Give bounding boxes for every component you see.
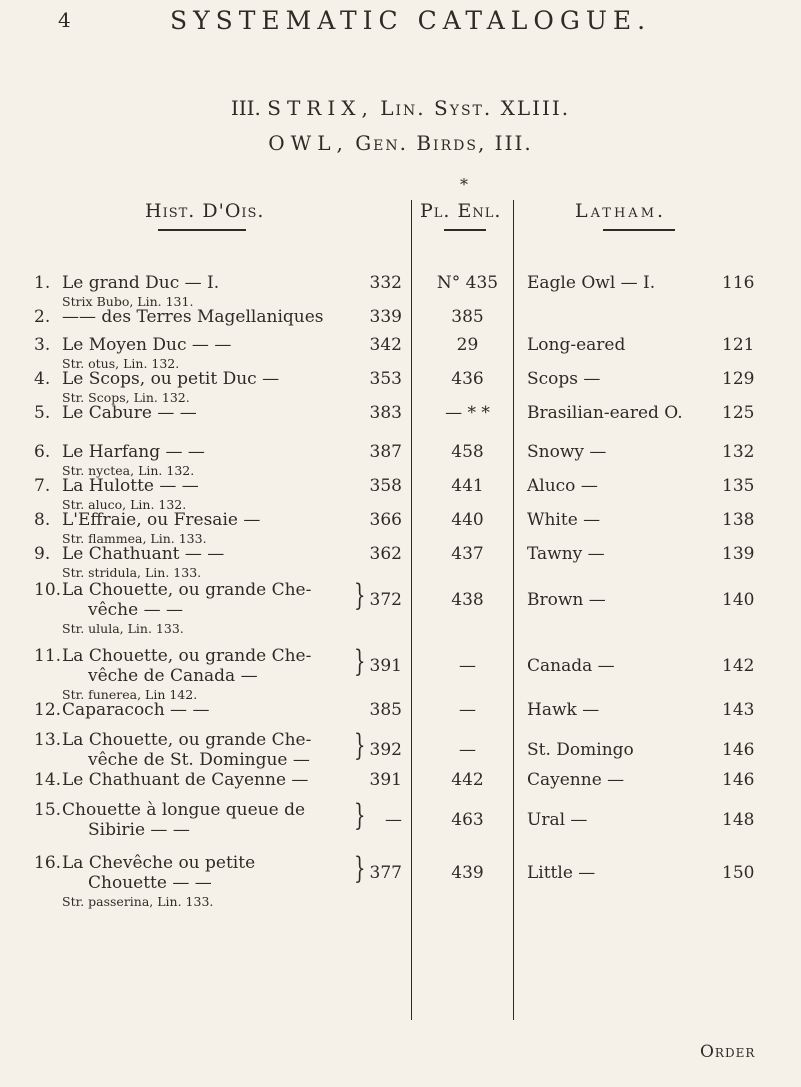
bird-name: La Chevêche ou petite — [62, 853, 256, 873]
pl-enl-number: 440 — [451, 510, 484, 530]
latham-page: 143 — [722, 700, 755, 720]
pl-enl-number: 385 — [451, 307, 484, 327]
hist-ois-page: 385 — [369, 700, 402, 720]
latham-name: Brasilian-eared O. — [527, 403, 683, 423]
column-divider-right — [513, 200, 514, 1020]
latham-name: Snowy — — [527, 442, 607, 462]
latham-page: 139 — [722, 544, 755, 564]
pl-enl-number: 439 — [451, 863, 484, 883]
linnaean-reference: Strix Bubo, Lin. 131. — [62, 294, 194, 309]
pl-enl-number: 458 — [451, 442, 484, 462]
hist-ois-page: 377 — [369, 863, 402, 883]
bird-name-continued: Sibirie — — — [88, 820, 190, 840]
row-number: 5. — [34, 403, 51, 423]
row-number: 6. — [34, 442, 51, 462]
bird-name-continued: vêche — — — [88, 600, 184, 620]
latham-name: Hawk — — [527, 700, 600, 720]
section-genus: STRIX, — [267, 96, 374, 120]
bird-name: Caparacoch — — — [62, 700, 210, 720]
linnaean-reference: Str. nyctea, Lin. 132. — [62, 463, 195, 478]
latham-page: 135 — [722, 476, 755, 496]
row-number: 1. — [34, 273, 51, 293]
row-number: 15. — [34, 800, 62, 820]
latham-name: Cayenne — — [527, 770, 625, 790]
row-number: 8. — [34, 510, 51, 530]
latham-page: 148 — [722, 810, 755, 830]
bird-name: La Chouette, ou grande Che- — [62, 730, 312, 750]
section-title — [0, 96, 801, 120]
ornament-asterisk: * — [460, 175, 468, 194]
page-number: 4 — [58, 8, 71, 32]
linnaean-reference: Str. funerea, Lin 142. — [62, 687, 198, 702]
linnaean-reference: Str. stridula, Lin. 133. — [62, 565, 202, 580]
latham-name: Canada — — [527, 656, 615, 676]
latham-name: White — — [527, 510, 601, 530]
latham-page: 146 — [722, 770, 755, 790]
row-number: 16. — [34, 853, 62, 873]
pl-enl-number: 441 — [451, 476, 484, 496]
latham-page: 140 — [722, 590, 755, 610]
brace: } — [354, 578, 366, 613]
pl-enl-number: — * * — [445, 403, 490, 423]
bird-name: La Chouette, ou grande Che- — [62, 646, 312, 666]
latham-name: Tawny — — [527, 544, 605, 564]
hist-ois-page: 353 — [369, 369, 402, 389]
pl-enl-number: — — [459, 656, 476, 676]
header-rule-hist — [158, 229, 246, 231]
pl-enl-number: 29 — [456, 335, 479, 355]
hist-ois-page: 391 — [369, 770, 402, 790]
latham-name: Long-eared — [527, 335, 626, 355]
brace: } — [354, 851, 366, 886]
header-rule-pl — [444, 229, 486, 231]
hist-ois-page: 358 — [369, 476, 402, 496]
pl-enl-number: 438 — [451, 590, 484, 610]
running-head: SYSTEMATIC CATALOGUE. — [170, 6, 652, 35]
latham-name: Ural — — [527, 810, 588, 830]
latham-page: 129 — [722, 369, 755, 389]
column-header-hist: Hist. D'Ois. — [145, 200, 265, 222]
hist-ois-page: 339 — [369, 307, 402, 327]
hist-ois-page: 342 — [369, 335, 402, 355]
linnaean-reference: Str. otus, Lin. 132. — [62, 356, 180, 371]
hist-ois-page: 383 — [369, 403, 402, 423]
hist-ois-page: 366 — [369, 510, 402, 530]
catchword: Order — [700, 1042, 756, 1062]
latham-page: 121 — [722, 335, 755, 355]
row-number: 11. — [34, 646, 62, 666]
hist-ois-page: 332 — [369, 273, 402, 293]
row-number: 14. — [34, 770, 62, 790]
hist-ois-page: 387 — [369, 442, 402, 462]
latham-name: Little — — [527, 863, 596, 883]
header-rule-latham — [603, 229, 675, 231]
bird-name: Chouette à longue queue de — [62, 800, 306, 820]
row-number: 13. — [34, 730, 62, 750]
latham-page: 132 — [722, 442, 755, 462]
pl-enl-number: 437 — [451, 544, 484, 564]
section-birds-ref: Gen. Birds, III. — [355, 131, 533, 155]
latham-name: Aluco — — [527, 476, 598, 496]
hist-ois-page: 392 — [369, 740, 402, 760]
bird-name: Le Cabure — — — [62, 403, 197, 423]
row-number: 10. — [34, 580, 62, 600]
bird-name: —— des Terres Magellaniques — [62, 307, 324, 327]
latham-name: Scops — — [527, 369, 601, 389]
bird-name: L'Effraie, ou Fresaie — — [62, 510, 261, 530]
bird-name: Le Scops, ou petit Duc — — [62, 369, 280, 389]
pl-enl-number: N° 435 — [436, 273, 499, 293]
linnaean-reference: Str. passerina, Lin. 133. — [62, 894, 214, 909]
hist-ois-page: 372 — [369, 590, 402, 610]
latham-name: Eagle Owl — I. — [527, 273, 656, 293]
latham-name: Brown — — [527, 590, 606, 610]
bird-name: Le Chathuant — — — [62, 544, 225, 564]
row-number: 3. — [34, 335, 51, 355]
section-subtitle — [0, 131, 801, 155]
pl-enl-number: — — [459, 740, 476, 760]
latham-page: 125 — [722, 403, 755, 423]
pl-enl-number: 463 — [451, 810, 484, 830]
latham-name: St. Domingo — [527, 740, 634, 760]
section-roman: III. — [230, 96, 261, 120]
row-number: 7. — [34, 476, 51, 496]
bird-name-continued: vêche de Canada — — [88, 666, 258, 686]
row-number: 2. — [34, 307, 51, 327]
linnaean-reference: Str. flammea, Lin. 133. — [62, 531, 207, 546]
hist-ois-page: — — [385, 810, 402, 830]
pl-enl-number: 442 — [451, 770, 484, 790]
bird-name: La Hulotte — — — [62, 476, 199, 496]
brace: } — [354, 728, 366, 763]
pl-enl-number: 436 — [451, 369, 484, 389]
bird-name: Le Chathuant de Cayenne — — [62, 770, 309, 790]
row-number: 4. — [34, 369, 51, 389]
section-english-name: OWL, — [268, 131, 349, 155]
latham-page: 138 — [722, 510, 755, 530]
bird-name: Le Harfang — — — [62, 442, 205, 462]
section-linnaeus-ref: Lin. Syst. XLIII. — [380, 96, 571, 120]
bird-name: Le grand Duc — I. — [62, 273, 220, 293]
hist-ois-page: 362 — [369, 544, 402, 564]
linnaean-reference: Str. aluco, Lin. 132. — [62, 497, 187, 512]
latham-page: 116 — [722, 273, 755, 293]
linnaean-reference: Str. ulula, Lin. 133. — [62, 621, 184, 636]
latham-page: 142 — [722, 656, 755, 676]
latham-page: 146 — [722, 740, 755, 760]
column-header-latham: Latham. — [575, 200, 667, 222]
bird-name-continued: Chouette — — — [88, 873, 212, 893]
bird-name: Le Moyen Duc — — — [62, 335, 232, 355]
bird-name: La Chouette, ou grande Che- — [62, 580, 312, 600]
linnaean-reference: Str. Scops, Lin. 132. — [62, 390, 190, 405]
row-number: 9. — [34, 544, 51, 564]
pl-enl-number: — — [459, 700, 476, 720]
brace: } — [354, 644, 366, 679]
latham-page: 150 — [722, 863, 755, 883]
row-number: 12. — [34, 700, 62, 720]
column-divider-left — [411, 200, 412, 1020]
bird-name-continued: vêche de St. Domingue — — [88, 750, 310, 770]
column-header-pl-enl: Pl. Enl. — [420, 200, 502, 222]
hist-ois-page: 391 — [369, 656, 402, 676]
brace: } — [354, 798, 366, 833]
